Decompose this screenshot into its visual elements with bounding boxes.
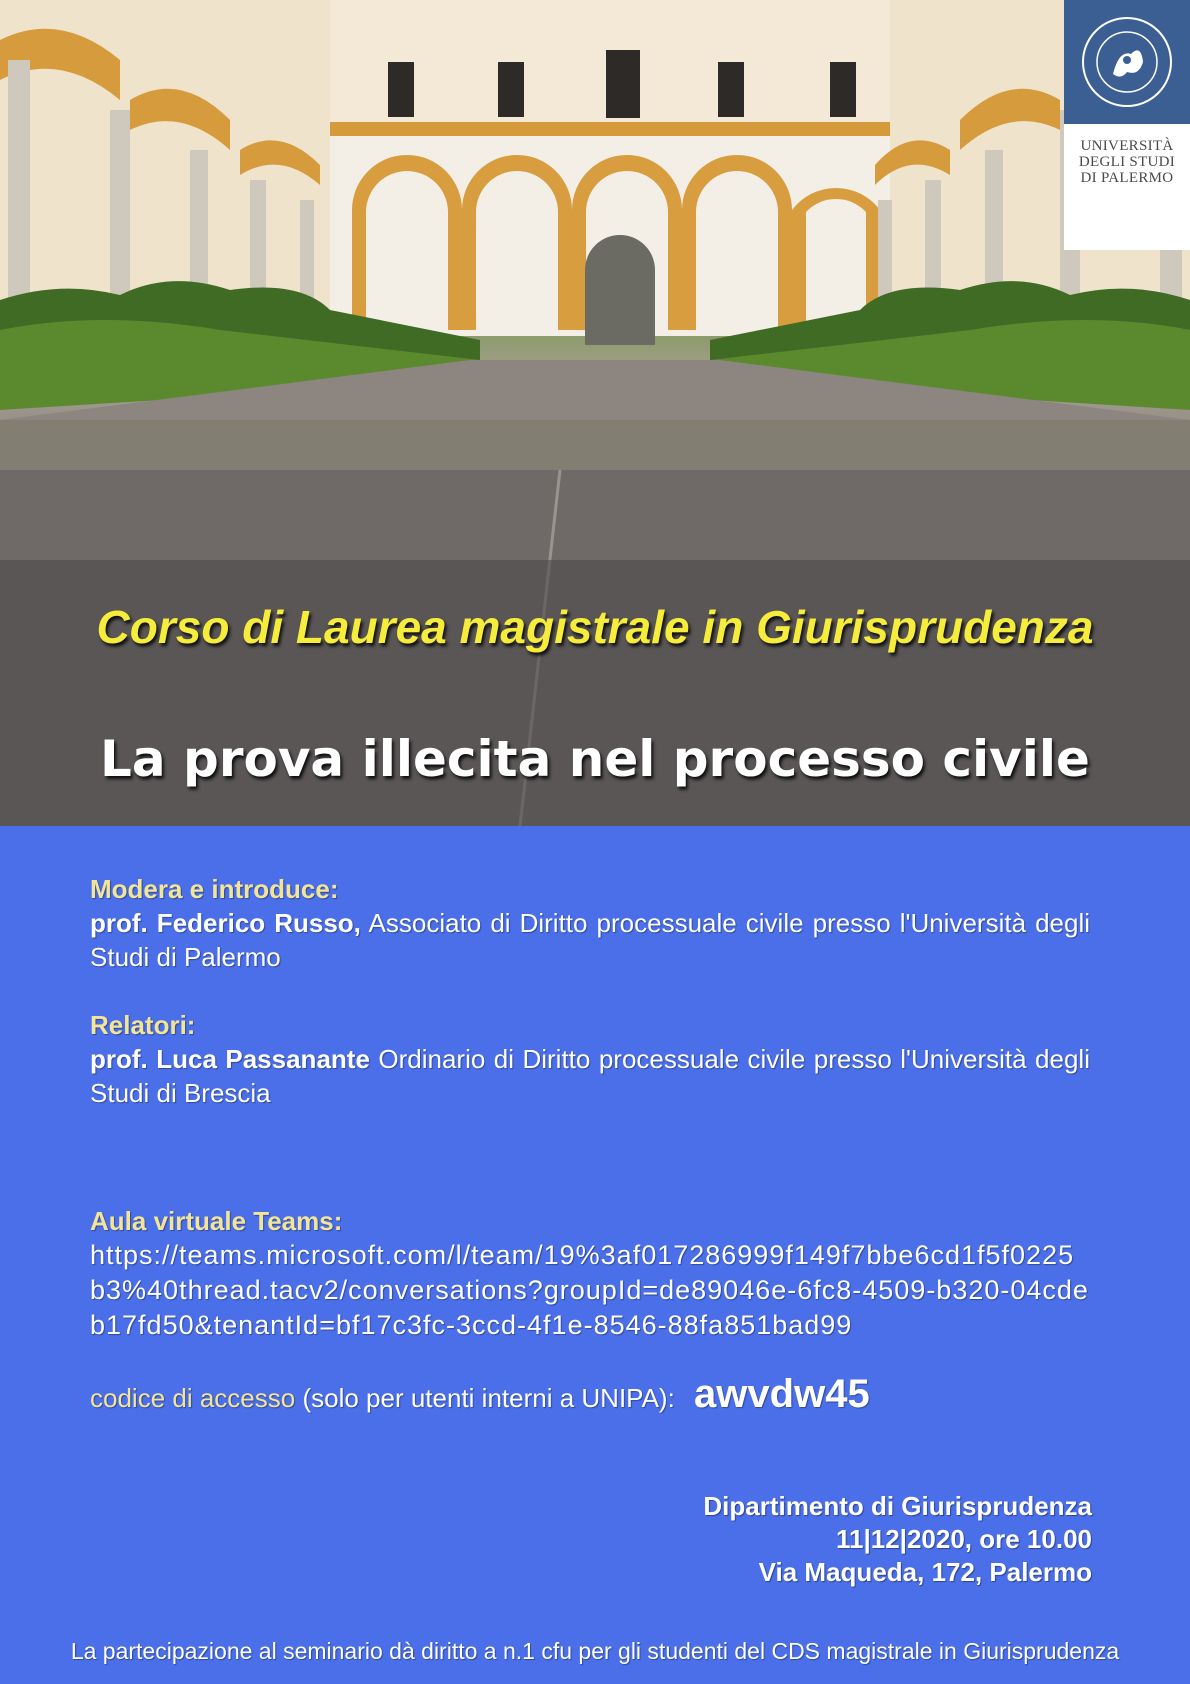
access-code-line — [90, 1372, 1090, 1416]
logo-seal-background — [1064, 0, 1190, 124]
university-name-line: UNIVERSITÀ — [1080, 138, 1174, 154]
hero-photo-banner — [0, 0, 1190, 826]
moderator-label: Modera e introduce: — [90, 874, 339, 904]
event-datetime: 11|12|2020, ore 10.00 — [836, 1524, 1092, 1554]
teams-label: Aula virtuale Teams: — [90, 1206, 343, 1236]
university-name-line: DEGLI STUDI — [1078, 154, 1176, 170]
speakers-label: Relatori: — [90, 1010, 196, 1040]
moderator-text — [90, 906, 1090, 974]
speaker-text — [90, 1042, 1090, 1110]
speaker-name: prof. Luca Passanante — [90, 1044, 370, 1074]
university-logo — [1064, 0, 1190, 250]
seminar-title: La prova illecita nel processo civile — [100, 730, 1090, 788]
department-name: Dipartimento di Giurisprudenza — [703, 1491, 1092, 1521]
event-info — [703, 1490, 1092, 1589]
moderator-role: Associato di Diritto processuale civile presso l'Università degli Studi di Palermo — [90, 908, 1091, 972]
university-seal-icon — [1079, 14, 1175, 110]
credit-note: La partecipazione al seminario dà diritto a n.1 cfu per gli studenti del CDS magistrale in Giurisprudenza — [70, 1638, 1120, 1664]
speaker-role: Ordinario di Diritto processuale civile presso l'Università degli Studi di Brescia — [90, 1044, 1090, 1108]
access-code-value: awvdw45 — [694, 1372, 870, 1416]
courtyard-photo — [0, 0, 1190, 826]
teams-link[interactable]: https://teams.microsoft.com/l/team/19%3af017286999f149f7bbe6cd1f5f0225b3%40thread.tacv2/conversations?groupId=de89046e-6fc8-4509-b320-04cdeb17fd50&tenantId=bf17c3fc-3ccd-4f1e-8546-88fa851bad99 — [90, 1240, 1089, 1340]
university-name-line: DI PALERMO — [1080, 170, 1174, 186]
event-details — [90, 872, 1090, 1415]
event-address: Via Maqueda, 172, Palermo — [758, 1557, 1092, 1587]
course-title: Corso di Laurea magistrale in Giurisprudenza — [96, 601, 1094, 653]
university-name — [1064, 138, 1190, 186]
access-code-label: codice di accesso — [90, 1383, 296, 1413]
moderator-name: prof. Federico Russo, — [90, 908, 361, 938]
access-code-note: (solo per utenti interni a UNIPA): — [302, 1383, 675, 1413]
